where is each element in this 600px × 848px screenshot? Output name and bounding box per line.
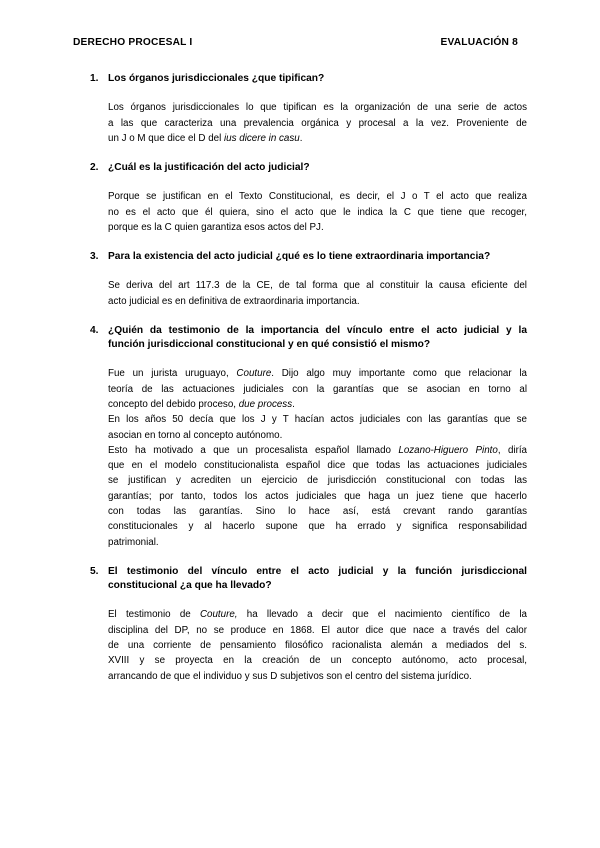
answer-line: Fue un jurista uruguayo, Couture. Dijo algo muy importante como que relacionar la xyxy=(108,368,528,380)
author-name: Couture xyxy=(236,368,272,380)
answer-line: un J o M que dice el D del ius dicere in casu. xyxy=(108,132,303,144)
answer-line: concepto del debido proceso, due process. xyxy=(108,398,295,410)
section-1 xyxy=(90,72,527,146)
answer-line: no es el acto que él quiera, sino el acto que le indica la C que tiene que recoger, xyxy=(108,206,527,218)
question-number: 2. xyxy=(90,162,99,174)
question-2 xyxy=(90,161,527,175)
english-term: due process xyxy=(238,398,293,410)
question-number: 1. xyxy=(90,73,99,84)
question-text: ¿Cuál es la justificación del acto judicial? xyxy=(108,162,310,174)
answer-line: Porque se justifican en el Texto Constitucional, es decir, el J o T el acto que realiza xyxy=(108,191,527,203)
question-text: Para la existencia del acto judicial ¿qué es lo tiene extraordinaria importancia? xyxy=(108,251,491,263)
answer-line: se justifican y acrediten un ejercicio de jurisdicción constitucional con todas las xyxy=(108,475,527,487)
question-1 xyxy=(90,72,527,86)
answer-line: patrimonial. xyxy=(108,536,159,548)
author-name: Couture, xyxy=(199,609,238,621)
answer-line: a las que caracteriza una prevalencia orgánica y procesal a la vez. Proveniente de xyxy=(108,117,527,129)
answer-line: En los años 50 decía que los J y T hacían actos judiciales con las garantías que se xyxy=(108,414,527,426)
author-name: Lozano-Higuero Pinto xyxy=(398,444,498,456)
question-text: ¿Quién da testimonio de la importancia del vínculo entre el acto judicial y la xyxy=(108,324,527,336)
section-2 xyxy=(90,161,527,235)
question-3 xyxy=(90,250,527,264)
answer-line: El testimonio de Couture, ha llevado a decir que el nacimiento científico de la xyxy=(108,609,527,621)
question-text: constitucional ¿a que ha llevado? xyxy=(108,580,272,592)
answer-line: porque es la C quien garantiza esos actos del PJ. xyxy=(108,221,324,233)
answer-5 xyxy=(90,607,527,683)
document-body xyxy=(90,72,527,684)
section-3 xyxy=(90,250,527,309)
question-5 xyxy=(90,565,527,593)
question-number: 3. xyxy=(90,251,99,263)
answer-line: con todas las garantías. Sino lo hace así, está crevant rando garantías xyxy=(108,506,527,518)
header-evaluation-title: EVALUACIÓN 8 xyxy=(440,37,518,48)
answer-1 xyxy=(90,100,527,146)
answer-line: disciplina del DP, no se produce en 1868. El autor dice que nace a través del calor xyxy=(108,624,527,636)
answer-4 xyxy=(90,366,527,550)
answer-line: de una corriente de pensamiento filosófico racionalista alemán a mediados del s. xyxy=(108,639,527,651)
question-text: función jurisdiccional constitucional y en qué consistió el mismo? xyxy=(108,339,431,351)
answer-line: acto judicial es en definitiva de extraordinaria importancia. xyxy=(108,295,360,307)
question-number: 4. xyxy=(90,324,99,336)
answer-line: asocian en torno al concepto autónomo. xyxy=(108,429,283,441)
answer-line: Se deriva del art 117.3 de la CE, de tal forma que al constituir la causa eficiente del xyxy=(108,280,527,292)
question-number: 5. xyxy=(90,565,99,577)
question-4 xyxy=(90,324,527,352)
latin-term: ius dicere in casu xyxy=(224,132,300,144)
answer-line: arrancando de que el individuo y sus D subjetivos son el centro del sistema jurídico. xyxy=(108,670,472,682)
question-text: Los órganos jurisdiccionales ¿que tipifican? xyxy=(108,73,325,84)
answer-line: XVIII y se proyecta en la creación de un concepto autónomo, acto procesal, xyxy=(108,655,527,667)
answer-3 xyxy=(90,278,527,309)
answer-line: constitucionales y al hacerlo supone que ha errado y significa responsabilidad xyxy=(108,521,527,533)
answer-line: garantías; por tanto, todos los actos judiciales que haga un juez tiene que hacerlo xyxy=(108,490,527,502)
section-4 xyxy=(90,324,527,550)
answer-line: teoría de las actuaciones judiciales con la garantías que se asocian en torno al xyxy=(108,383,527,395)
header-course-title: DERECHO PROCESAL I xyxy=(73,37,193,48)
answer-2 xyxy=(90,189,527,235)
answer-line: que en el modelo constitucionalista español dice que todas las actuaciones judiciales xyxy=(108,460,527,472)
answer-line: Esto ha motivado a que un procesalista español llamado Lozano-Higuero Pinto, diría xyxy=(108,444,528,456)
page-header xyxy=(73,37,518,51)
answer-line: Los órganos jurisdiccionales lo que tipifican es la organización de una serie de actos xyxy=(108,102,527,114)
question-text: El testimonio del vínculo entre el acto judicial y la función jurisdiccional xyxy=(108,565,527,577)
section-5 xyxy=(90,565,527,684)
